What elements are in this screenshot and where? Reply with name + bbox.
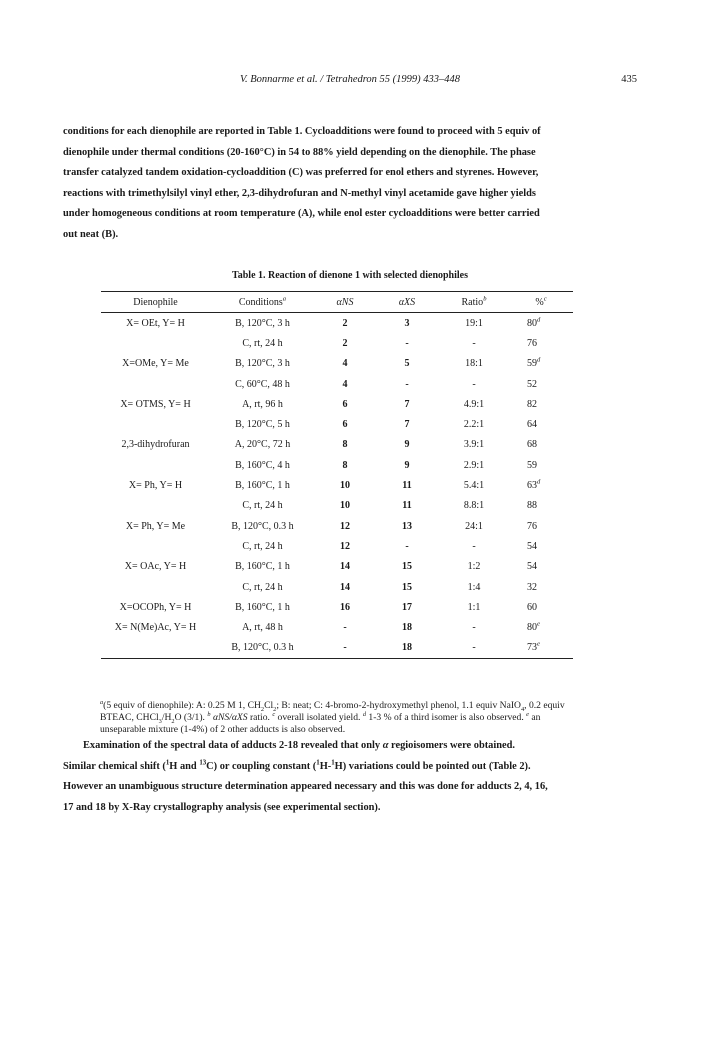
cell-yield bbox=[509, 638, 573, 659]
cell-xs bbox=[375, 577, 439, 597]
cell-yield-value: 88 bbox=[527, 500, 537, 512]
cell-dienophile-value: X= Ph, Y= H bbox=[128, 480, 183, 492]
cell-ratio-value: 8.8:1 bbox=[463, 500, 485, 512]
cell-ratio-value: 3.9:1 bbox=[463, 439, 485, 451]
footnote-marker: d bbox=[537, 356, 541, 364]
cell-yield-value: 60 bbox=[527, 601, 537, 613]
cell-ns bbox=[315, 354, 375, 374]
cell-dienophile bbox=[101, 496, 210, 516]
cell-ratio-value: 1:4 bbox=[467, 581, 481, 593]
col-xs bbox=[375, 292, 439, 313]
text-line: reactions with trimethylsilyl vinyl ether, 2,3-dihydrofuran and N-methyl vinyl acetamide gave higher yields bbox=[63, 187, 536, 199]
cell-dienophile-value: X=OMe, Y= Me bbox=[122, 358, 189, 370]
cell-conditions-value: B, 160°C, 4 h bbox=[235, 459, 290, 471]
table-row bbox=[101, 617, 573, 637]
cell-ratio bbox=[439, 617, 509, 637]
cell-yield bbox=[509, 597, 573, 617]
cell-xs-value: 11 bbox=[402, 480, 412, 492]
cell-xs-value: 17 bbox=[402, 601, 412, 613]
cell-yield bbox=[509, 374, 573, 394]
table-header-row bbox=[101, 292, 573, 313]
cell-ratio bbox=[439, 455, 509, 475]
cell-ns-value: 2 bbox=[342, 317, 348, 329]
col-conditions bbox=[210, 292, 315, 313]
footnote-marker: b bbox=[207, 711, 211, 719]
subscript: 3 bbox=[158, 718, 162, 726]
text-line: 17 and 18 by X-Ray crystallography analysis (see experimental section). bbox=[63, 801, 381, 813]
text-line: conditions for each dienophile are reported in Table 1. Cycloadditions were found to proceed with 5 equiv of bbox=[63, 126, 541, 137]
cell-yield-value: 59 bbox=[527, 459, 537, 471]
cell-dienophile-value: X= OEt, Y= H bbox=[126, 317, 185, 329]
cell-xs bbox=[375, 455, 439, 475]
cell-xs-value: 3 bbox=[404, 317, 410, 329]
cell-conditions bbox=[210, 374, 315, 394]
subscript: 4 bbox=[520, 705, 525, 713]
cell-ns-value: 8 bbox=[342, 439, 348, 451]
footnote-text: Cl bbox=[264, 700, 274, 711]
cell-xs-value: 9 bbox=[404, 439, 410, 451]
footnote-marker: e bbox=[526, 711, 529, 719]
cell-dienophile-value: X= Ph, Y= Me bbox=[125, 520, 186, 532]
cell-yield-value: 80 bbox=[527, 317, 537, 329]
cell-xs bbox=[375, 414, 439, 434]
header-label: % bbox=[535, 296, 544, 308]
cell-yield bbox=[509, 557, 573, 577]
cell-ratio-value: - bbox=[472, 337, 476, 349]
cell-dienophile-value: X= N(Me)Ac, Y= H bbox=[114, 622, 197, 634]
cell-conditions bbox=[210, 496, 315, 516]
cell-yield bbox=[509, 536, 573, 556]
cell-ns bbox=[315, 435, 375, 455]
cell-conditions-value: B, 120°C, 3 h bbox=[235, 358, 290, 370]
header-label: αNS bbox=[336, 296, 354, 308]
cell-conditions-value: B, 120°C, 3 h bbox=[235, 317, 290, 329]
cell-xs-value: - bbox=[405, 540, 409, 552]
cell-ratio-value: - bbox=[472, 540, 476, 552]
cell-ratio bbox=[439, 475, 509, 495]
subscript: 2 bbox=[171, 718, 175, 726]
footnote-marker: e bbox=[537, 620, 540, 628]
cell-dienophile bbox=[101, 638, 210, 659]
cell-xs-value: 13 bbox=[402, 520, 412, 532]
cell-ns bbox=[315, 455, 375, 475]
table-title: Table 1. Reaction of dienone 1 with selected dienophiles bbox=[231, 270, 469, 281]
header-label: αXS bbox=[398, 296, 416, 308]
cell-conditions-value: B, 160°C, 1 h bbox=[235, 601, 290, 613]
cell-conditions-value: C, rt, 24 h bbox=[242, 337, 283, 349]
cell-ns bbox=[315, 496, 375, 516]
cell-ratio bbox=[439, 374, 509, 394]
cell-xs bbox=[375, 536, 439, 556]
superscript: 1 bbox=[316, 759, 320, 767]
footnote-text: 1.1 equiv NaIO bbox=[461, 700, 521, 711]
cell-ns-value: 10 bbox=[340, 500, 350, 512]
cell-conditions-value: B, 160°C, 1 h bbox=[235, 561, 290, 573]
cell-ns-value: 12 bbox=[340, 520, 350, 532]
table-row bbox=[101, 475, 573, 495]
cell-yield-value: 52 bbox=[527, 378, 537, 390]
table-row bbox=[101, 516, 573, 536]
cell-conditions-value: B, 120°C, 0.3 h bbox=[231, 642, 294, 654]
cell-conditions-value: C, rt, 24 h bbox=[242, 540, 283, 552]
cell-ns-value: - bbox=[343, 642, 347, 654]
cell-dienophile bbox=[101, 516, 210, 536]
cell-conditions bbox=[210, 313, 315, 334]
subscript: 2 bbox=[260, 705, 265, 713]
cell-ns bbox=[315, 557, 375, 577]
cell-ratio-value: 1:1 bbox=[467, 601, 481, 613]
table-row bbox=[101, 536, 573, 556]
text-span: H) variations could be pointed out (Table 2). bbox=[334, 760, 531, 772]
cell-conditions-value: C, rt, 24 h bbox=[242, 581, 283, 593]
col-ratio bbox=[439, 292, 509, 313]
discussion-paragraph bbox=[63, 736, 637, 818]
footnote-text: yield. bbox=[338, 712, 361, 724]
cell-yield bbox=[509, 496, 573, 516]
table-row bbox=[101, 455, 573, 475]
cell-ratio bbox=[439, 536, 509, 556]
cell-ratio bbox=[439, 496, 509, 516]
cell-xs-value: 5 bbox=[404, 358, 410, 370]
cell-dienophile bbox=[101, 313, 210, 334]
cell-ratio bbox=[439, 354, 509, 374]
cell-ratio-value: - bbox=[472, 622, 476, 634]
text-line: under homogeneous conditions at room temperature (A), while enol ester cycloadditions were better carried bbox=[63, 208, 540, 219]
intro-paragraph bbox=[63, 122, 637, 245]
cell-ratio bbox=[439, 333, 509, 353]
cell-ns bbox=[315, 374, 375, 394]
cell-conditions bbox=[210, 455, 315, 475]
table-row bbox=[101, 496, 573, 516]
cell-ns-value: 12 bbox=[340, 540, 350, 552]
cell-ns bbox=[315, 617, 375, 637]
subscript: 2 bbox=[273, 705, 277, 713]
cell-conditions-value: B, 120°C, 5 h bbox=[235, 419, 290, 431]
cell-ratio bbox=[439, 577, 509, 597]
footnote-text: O (3/1). bbox=[174, 712, 205, 724]
cell-yield-value: 54 bbox=[527, 540, 537, 552]
text-line: out neat (B). bbox=[63, 228, 119, 240]
cell-conditions-value: A, rt, 48 h bbox=[242, 622, 283, 634]
cell-ratio bbox=[439, 638, 509, 659]
cell-yield-value: 80 bbox=[527, 622, 537, 634]
cell-yield bbox=[509, 577, 573, 597]
cell-ns bbox=[315, 313, 375, 334]
cell-yield-value: 32 bbox=[527, 581, 537, 593]
cell-conditions-value: C, 60°C, 48 h bbox=[235, 378, 290, 390]
cell-xs bbox=[375, 435, 439, 455]
superscript: 1 bbox=[331, 759, 335, 767]
cell-ns-value: 4 bbox=[342, 358, 348, 370]
text-line bbox=[63, 757, 637, 778]
col-ns bbox=[315, 292, 375, 313]
footnote-text: (5 equiv of dienophile): A: 0.25 M 1, CH bbox=[103, 700, 261, 711]
footnote-marker: b bbox=[483, 295, 487, 303]
cell-conditions-value: B, 120°C, 0.3 h bbox=[231, 520, 294, 532]
footnote-text: αNS/αXS bbox=[212, 712, 248, 724]
cell-ns bbox=[315, 475, 375, 495]
cell-dienophile bbox=[101, 374, 210, 394]
cell-dienophile bbox=[101, 414, 210, 434]
footnote-marker: c bbox=[272, 711, 276, 719]
cell-ns bbox=[315, 394, 375, 414]
cell-yield bbox=[509, 414, 573, 434]
cell-ratio bbox=[439, 597, 509, 617]
cell-ratio-value: 24:1 bbox=[465, 520, 483, 532]
cell-conditions bbox=[210, 475, 315, 495]
cell-xs bbox=[375, 597, 439, 617]
cell-xs bbox=[375, 313, 439, 334]
cell-ratio-value: 5.4:1 bbox=[463, 480, 485, 492]
cell-conditions-value: A, rt, 96 h bbox=[242, 398, 283, 410]
footnote-marker: d bbox=[537, 316, 541, 324]
cell-ratio-value: 2.9:1 bbox=[463, 459, 485, 471]
cell-ns-value: 2 bbox=[342, 337, 348, 349]
cell-yield bbox=[509, 435, 573, 455]
cell-dienophile-value: 2,3-dihydrofuran bbox=[121, 439, 190, 451]
cell-ratio-value: - bbox=[472, 642, 476, 654]
table-row bbox=[101, 414, 573, 434]
page-number: 435 bbox=[621, 74, 637, 85]
table-row bbox=[101, 313, 573, 334]
cell-ns-value: - bbox=[343, 622, 347, 634]
cell-ratio bbox=[439, 557, 509, 577]
footnote-text: ; B: neat; C: 4-bromo-2-hydroxymethyl phenol, bbox=[276, 700, 460, 711]
text-line: However an unambiguous structure determination appeared necessary and this was done for adducts 2, 4, 16, bbox=[63, 781, 548, 792]
cell-ratio-value: 1:2 bbox=[467, 561, 481, 573]
cell-ns-value: 10 bbox=[340, 480, 350, 492]
table-row bbox=[101, 597, 573, 617]
footnote-text: an unseparable mixture (1-4%) of 2 other bbox=[100, 712, 541, 736]
footnote-marker: d bbox=[362, 711, 366, 719]
cell-dienophile bbox=[101, 475, 210, 495]
cell-ns bbox=[315, 577, 375, 597]
col-yield bbox=[509, 292, 573, 313]
cell-yield-value: 63 bbox=[527, 480, 537, 492]
cell-xs-value: 7 bbox=[404, 419, 410, 431]
cell-xs-value: - bbox=[405, 337, 409, 349]
cell-conditions bbox=[210, 536, 315, 556]
superscript: 1 bbox=[165, 759, 170, 767]
table-row bbox=[101, 374, 573, 394]
cell-ns-value: 14 bbox=[340, 581, 350, 593]
col-dienophile bbox=[101, 292, 210, 313]
cell-xs bbox=[375, 617, 439, 637]
cell-yield-value: 54 bbox=[527, 561, 537, 573]
cell-yield-value: 76 bbox=[527, 337, 537, 349]
cell-dienophile bbox=[101, 354, 210, 374]
table-row bbox=[101, 638, 573, 659]
header-label: Ratio bbox=[461, 296, 484, 308]
footnote-marker: c bbox=[543, 295, 547, 303]
footnote-marker: a bbox=[100, 698, 104, 706]
cell-ratio bbox=[439, 313, 509, 334]
text-span: C) or coupling constant ( bbox=[206, 760, 317, 772]
cell-ns-value: 6 bbox=[342, 419, 348, 431]
cell-dienophile bbox=[101, 617, 210, 637]
table-row bbox=[101, 577, 573, 597]
cell-xs bbox=[375, 496, 439, 516]
cell-xs bbox=[375, 333, 439, 353]
cell-dienophile bbox=[101, 597, 210, 617]
cell-dienophile bbox=[101, 536, 210, 556]
cell-xs-value: 18 bbox=[402, 622, 412, 634]
cell-conditions bbox=[210, 354, 315, 374]
cell-xs bbox=[375, 374, 439, 394]
cell-xs-value: 15 bbox=[402, 581, 412, 593]
cell-yield bbox=[509, 475, 573, 495]
text-span: H and bbox=[169, 760, 200, 772]
cell-conditions bbox=[210, 394, 315, 414]
text-line: dienophile under thermal conditions (20-160°C) in 54 to 88% yield depending on the dienophile. The phase bbox=[63, 146, 536, 158]
text-line bbox=[63, 736, 637, 757]
cell-xs-value: 9 bbox=[404, 459, 410, 471]
cell-ratio bbox=[439, 516, 509, 536]
cell-yield bbox=[509, 516, 573, 536]
cell-ratio-value: 18:1 bbox=[465, 358, 483, 370]
cell-ratio-value: - bbox=[472, 378, 476, 390]
cell-dienophile bbox=[101, 455, 210, 475]
cell-ratio-value: 19:1 bbox=[465, 317, 483, 329]
cell-ratio bbox=[439, 414, 509, 434]
results-table bbox=[101, 291, 573, 659]
cell-ns-value: 16 bbox=[340, 601, 350, 613]
cell-yield-value: 59 bbox=[527, 358, 537, 370]
cell-yield bbox=[509, 313, 573, 334]
cell-xs-value: 15 bbox=[402, 561, 412, 573]
table-footnote bbox=[100, 700, 578, 737]
cell-ns-value: 8 bbox=[342, 459, 348, 471]
cell-yield bbox=[509, 333, 573, 353]
footnote-text: /H bbox=[161, 712, 172, 724]
cell-ns-value: 6 bbox=[342, 398, 348, 410]
footnote-text: adducts is also observed. bbox=[249, 724, 346, 736]
cell-xs bbox=[375, 354, 439, 374]
cell-yield-value: 68 bbox=[527, 439, 537, 451]
cell-conditions bbox=[210, 638, 315, 659]
cell-ratio-value: 2.2:1 bbox=[463, 419, 485, 431]
footnote-text: overall isolated bbox=[277, 712, 337, 724]
cell-dienophile-value: X= OTMS, Y= H bbox=[120, 398, 191, 410]
cell-dienophile bbox=[101, 333, 210, 353]
cell-xs bbox=[375, 638, 439, 659]
running-title: V. Bonnarme et al. / Tetrahedron 55 (1999) 433–448 bbox=[239, 74, 461, 85]
cell-dienophile bbox=[101, 557, 210, 577]
cell-xs-value: 11 bbox=[402, 500, 412, 512]
cell-ns bbox=[315, 333, 375, 353]
table-row bbox=[101, 435, 573, 455]
cell-conditions-value: A, 20°C, 72 h bbox=[234, 439, 291, 451]
table-row bbox=[101, 394, 573, 414]
cell-dienophile bbox=[101, 577, 210, 597]
cell-yield-value: 64 bbox=[527, 419, 537, 431]
text-span: H- bbox=[319, 760, 332, 772]
cell-dienophile bbox=[101, 394, 210, 414]
cell-conditions bbox=[210, 435, 315, 455]
table-row bbox=[101, 333, 573, 353]
cell-yield-value: 76 bbox=[527, 520, 537, 532]
text-span: Examination of the spectral data of adducts 2-18 revealed that only bbox=[83, 740, 383, 751]
cell-xs-value: 7 bbox=[404, 398, 410, 410]
text-span: regioisomers were obtained. bbox=[388, 740, 516, 751]
cell-ns-value: 4 bbox=[342, 378, 348, 390]
header-label: Conditions bbox=[238, 296, 283, 308]
cell-dienophile-value: X=OCOPh, Y= H bbox=[119, 601, 192, 613]
cell-ns bbox=[315, 597, 375, 617]
footnote-text: ratio. bbox=[249, 712, 270, 724]
cell-xs bbox=[375, 557, 439, 577]
cell-conditions bbox=[210, 414, 315, 434]
cell-xs-value: - bbox=[405, 378, 409, 390]
cell-dienophile bbox=[101, 435, 210, 455]
cell-yield-value: 73 bbox=[527, 642, 537, 654]
cell-dienophile-value: X= OAc, Y= H bbox=[124, 561, 187, 573]
cell-ns bbox=[315, 638, 375, 659]
footnote-marker: d bbox=[537, 478, 541, 486]
cell-yield bbox=[509, 354, 573, 374]
header-label: Dienophile bbox=[133, 296, 178, 308]
running-header bbox=[63, 74, 637, 90]
footnote-text: , 0.2 equiv BTEAC, CHCl bbox=[100, 700, 565, 724]
cell-conditions bbox=[210, 597, 315, 617]
table-row bbox=[101, 557, 573, 577]
cell-conditions-value: B, 160°C, 1 h bbox=[235, 480, 290, 492]
cell-ns-value: 14 bbox=[340, 561, 350, 573]
cell-conditions bbox=[210, 617, 315, 637]
cell-yield bbox=[509, 394, 573, 414]
text-span: Similar chemical shift ( bbox=[63, 760, 166, 772]
cell-conditions bbox=[210, 577, 315, 597]
cell-yield bbox=[509, 617, 573, 637]
cell-ratio bbox=[439, 435, 509, 455]
cell-conditions bbox=[210, 516, 315, 536]
cell-yield bbox=[509, 455, 573, 475]
cell-conditions-value: C, rt, 24 h bbox=[242, 500, 283, 512]
cell-ratio-value: 4.9:1 bbox=[463, 398, 485, 410]
cell-ns bbox=[315, 536, 375, 556]
text-line: transfer catalyzed tandem oxidation-cycloaddition (C) was preferred for enol ethers and styrenes. However, bbox=[63, 167, 539, 178]
cell-conditions bbox=[210, 333, 315, 353]
cell-xs bbox=[375, 516, 439, 536]
cell-xs bbox=[375, 475, 439, 495]
footnote-marker: a bbox=[282, 295, 287, 303]
text-span: α bbox=[382, 740, 389, 751]
cell-conditions bbox=[210, 557, 315, 577]
cell-xs bbox=[375, 394, 439, 414]
cell-yield-value: 82 bbox=[527, 398, 537, 410]
cell-ns bbox=[315, 516, 375, 536]
superscript: 13 bbox=[199, 759, 207, 767]
cell-ratio bbox=[439, 394, 509, 414]
table-row bbox=[101, 354, 573, 374]
footnote-text: 1-3 % of a third isomer is also observed. bbox=[368, 712, 524, 724]
cell-ns bbox=[315, 414, 375, 434]
footnote-marker: e bbox=[537, 641, 540, 649]
cell-xs-value: 18 bbox=[402, 642, 412, 654]
